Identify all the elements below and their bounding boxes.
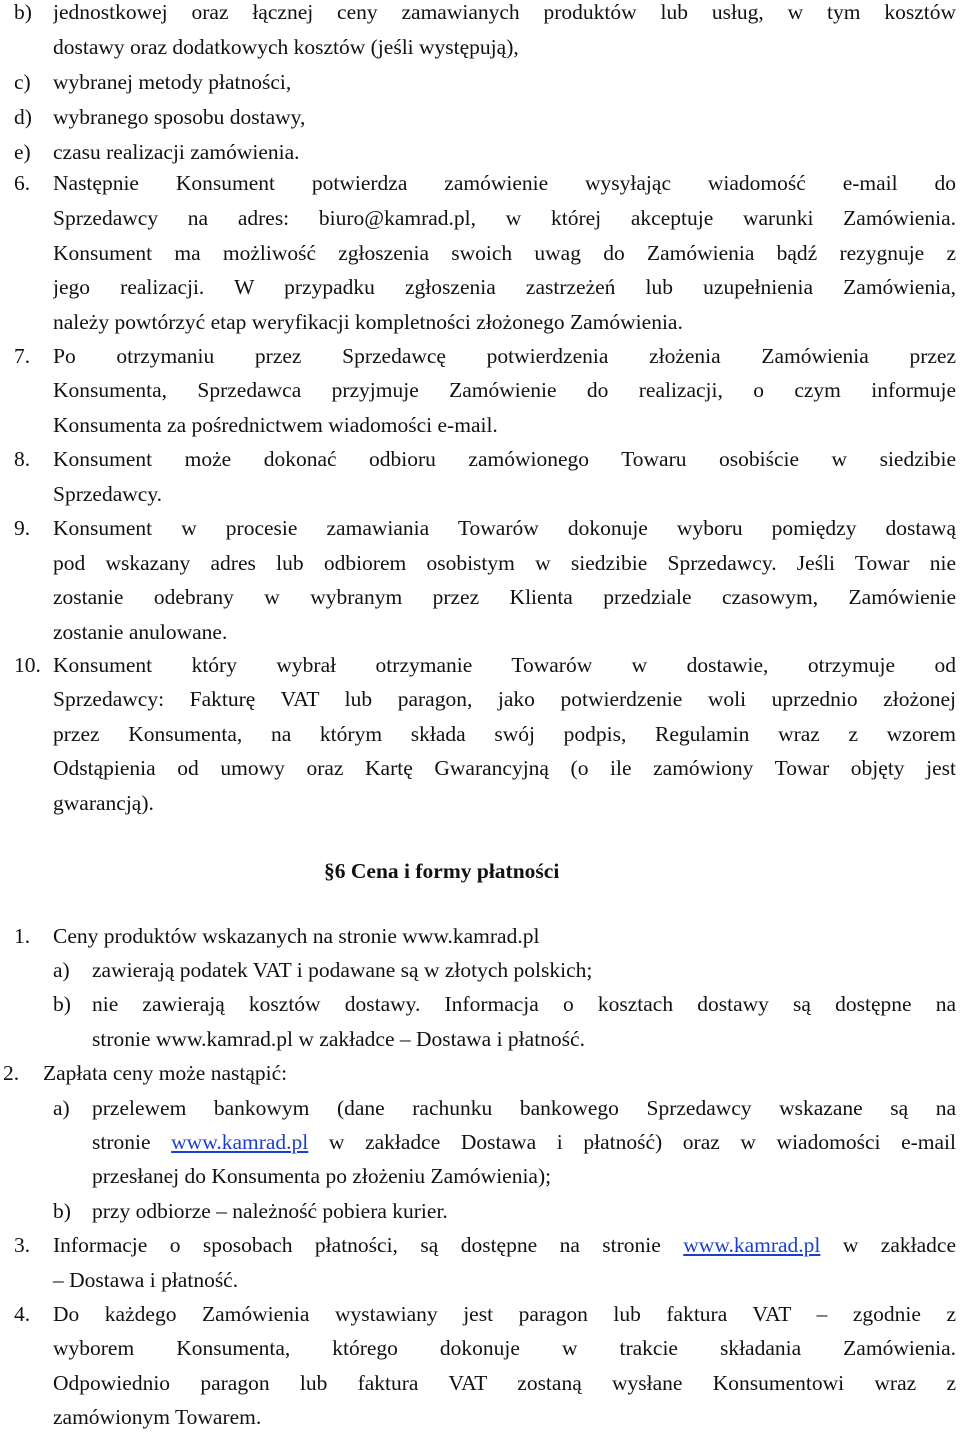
text-line: Odpowiednio paragon lub faktura VAT zostaną wysłane Konsumentowi wraz z: [53, 1371, 956, 1395]
text-line: Konsumenta, Sprzedawca przyjmuje Zamówienie do realizacji, o czym informuje: [53, 378, 956, 402]
text-line: Po otrzymaniu przez Sprzedawcę potwierdzenia złożenia Zamówienia przez: [53, 344, 956, 368]
text-line: – Dostawa i płatność.: [53, 1268, 239, 1292]
text-fragment: w zakładce: [820, 1233, 956, 1257]
list-number: 6.: [14, 171, 31, 195]
list-number: 10.: [14, 653, 41, 677]
text-line: jednostkowej oraz łącznej ceny zamawianych produktów lub usług, w tym kosztów: [53, 0, 956, 24]
section-heading: §6 Cena i formy płatności: [324, 859, 560, 883]
text-line: Konsument ma możliwość zgłoszenia swoich uwag do Zamówienia bądź rezygnuje z: [53, 241, 956, 265]
text-line: dostawy oraz dodatkowych kosztów (jeśli występują),: [53, 35, 519, 59]
list-number: 7.: [14, 344, 31, 368]
text-line: zostanie anulowane.: [53, 620, 228, 644]
text-line: wybranej metody płatności,: [53, 70, 292, 94]
text-line: Do każdego Zamówienia wystawiany jest paragon lub faktura VAT – zgodnie z: [53, 1302, 956, 1326]
list-number: 2.: [3, 1061, 20, 1085]
kamrad-link[interactable]: www.kamrad.pl: [683, 1233, 821, 1257]
text-line: przesłanej do Konsumenta po złożeniu Zamówienia);: [92, 1164, 552, 1188]
text-line: Odstąpienia od umowy oraz Kartę Gwarancyjną (o ile zamówiony Towar objęty jest: [53, 756, 956, 780]
text-fragment: w zakładce Dostawa i płatność) oraz w wiadomości e-mail: [308, 1130, 956, 1154]
text-line: Sprzedawcy na adres: biuro@kamrad.pl, w której akceptuje warunki Zamówienia.: [53, 206, 956, 230]
list-label: d): [14, 105, 32, 129]
list-label: b): [53, 992, 71, 1016]
text-line: nie zawierają kosztów dostawy. Informacja o kosztach dostawy są dostępne na: [92, 992, 956, 1016]
text-line: wybranego sposobu dostawy,: [53, 105, 306, 129]
list-number: 9.: [14, 516, 31, 540]
text-line: Konsument który wybrał otrzymanie Towarów w dostawie, otrzymuje od: [53, 653, 956, 677]
text-line: zawierają podatek VAT i podawane są w złotych polskich;: [92, 958, 593, 982]
text-line: zostanie odebrany w wybranym przez Klienta przedziale czasowym, Zamówienie: [53, 585, 956, 609]
text-line: jego realizacji. W przypadku zgłoszenia zastrzeżeń lub uzupełnienia Zamówienia,: [53, 275, 956, 299]
text-line: zamówionym Towarem.: [53, 1405, 262, 1429]
text-line: Konsumenta za pośrednictwem wiadomości e-mail.: [53, 413, 498, 437]
text-line: Sprzedawcy.: [53, 482, 163, 506]
kamrad-link[interactable]: www.kamrad.pl: [171, 1130, 309, 1154]
list-number: 3.: [14, 1233, 31, 1257]
text-fragment: Informacje o sposobach płatności, są dostępne na stronie: [53, 1233, 684, 1257]
text-line: Ceny produktów wskazanych na stronie www.kamrad.pl: [53, 924, 540, 948]
text-line: przelewem bankowym (dane rachunku bankowego Sprzedawcy wskazane są na: [92, 1096, 956, 1120]
text-line: należy powtórzyć etap weryfikacji kompletności złożonego Zamówienia.: [53, 310, 683, 334]
list-label: a): [53, 1096, 70, 1120]
text-line: przez Konsumenta, na którym składa swój podpis, Regulamin wraz z wzorem: [53, 722, 956, 746]
text-line: Zapłata ceny może nastąpić:: [43, 1061, 288, 1085]
text-line: Konsument może dokonać odbioru zamówionego Towaru osobiście w siedzibie: [53, 447, 956, 471]
text-line-with-link: [53, 1228, 956, 1262]
text-line: gwarancją).: [53, 791, 154, 815]
list-label: e): [14, 140, 31, 164]
text-line: Konsument w procesie zamawiania Towarów dokonuje wyboru pomiędzy dostawą: [53, 516, 956, 540]
text-line: Sprzedawcy: Fakturę VAT lub paragon, jako potwierdzenie woli uprzednio złożonej: [53, 687, 956, 711]
text-line: czasu realizacji zamówienia.: [53, 140, 300, 164]
text-line-with-link: [92, 1125, 956, 1159]
list-number: 4.: [14, 1302, 31, 1326]
list-number: 8.: [14, 447, 31, 471]
text-line: Następnie Konsument potwierdza zamówienie wysyłając wiadomość e-mail do: [53, 171, 956, 195]
list-label: c): [14, 70, 31, 94]
text-line: przy odbiorze – należność pobiera kurier.: [92, 1199, 448, 1223]
list-label: b): [14, 0, 32, 24]
text-line: stronie www.kamrad.pl w zakładce – Dostawa i płatność.: [92, 1027, 585, 1051]
text-fragment: stronie: [92, 1130, 172, 1154]
list-label: a): [53, 958, 70, 982]
text-line: pod wskazany adres lub odbiorem osobistym w siedzibie Sprzedawcy. Jeśli Towar nie: [53, 551, 956, 575]
list-number: 1.: [14, 924, 31, 948]
text-line: wyborem Konsumenta, którego dokonuje w trakcie składania Zamówienia.: [53, 1336, 956, 1360]
list-label: b): [53, 1199, 71, 1223]
